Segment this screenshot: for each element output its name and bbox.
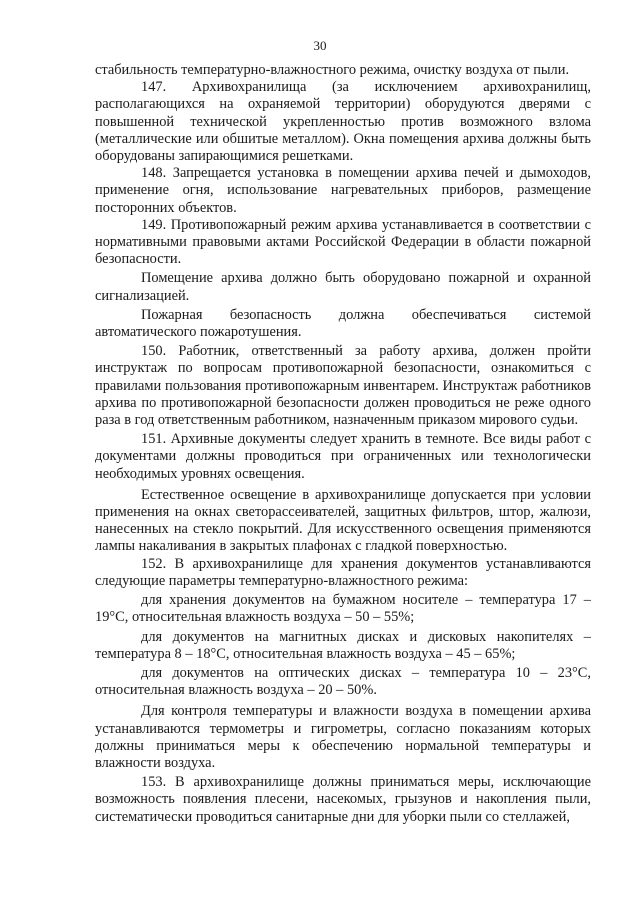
paragraph-monitoring: Для контроля температуры и влажности воздуха в помещении архива устанавливаются термометры и гигрометры, согласно показаниям которых должны приниматься меры к обеспечению нормальной температуры и влажности воздуха. bbox=[95, 703, 591, 771]
paragraph-150: 150. Работник, ответственный за работу архива, должен пройти инструктаж по вопросам противопожарной безопасности, ознакомиться с правилами пользования противопожарным инвентарем. Инструктаж работников архива по противопожарной безопасности должен проводиться не реже одного раза в год ответственным работником, назначенным приказом мирового судьи. bbox=[95, 343, 591, 429]
paragraph-149: 149. Противопожарный режим архива устанавливается в соответствии с нормативными правовыми актами Российской Федерации в области пожарной безопасности. bbox=[95, 216, 591, 268]
paragraph-optical-media: для документов на оптических дисках – температура 10 – 23°С, относительная влажность воздуха – 20 – 50%. bbox=[95, 664, 591, 699]
paragraph-continuation: стабильность температурно-влажностного режима, очистку воздуха от пыли. bbox=[95, 62, 570, 78]
paragraph-fire-suppression: Пожарная безопасность должна обеспечиваться системой автоматического пожаротушения. bbox=[95, 306, 591, 341]
paragraph-alarm: Помещение архива должно быть оборудовано пожарной и охранной сигнализацией. bbox=[95, 270, 591, 304]
document-body bbox=[95, 62, 591, 826]
paragraph-lighting: Естественное освещение в архивохранилище допускается при условии применения на окнах светорассеивателей, защитных фильтров, штор, жалюзи, нанесенных на стекло покрытий. Для искусственного освещения применяются лампы накаливания в закрытых плафонах с гладкой поверхностью. bbox=[95, 486, 591, 555]
paragraph-148: 148. Запрещается установка в помещении архива печей и дымоходов, применение огня, использование нагревательных приборов, размещение посторонних объектов. bbox=[95, 165, 591, 216]
paragraph-147: 147. Архивохранилища (за исключением архивохранилищ, располагающихся на охраняемой территории) оборудуются дверями с повышенной технической укрепленностью против возможного взлома (металлические или обшитые металлом). Окна помещения архива должны быть оборудованы запирающимися решетками. bbox=[95, 79, 591, 165]
paragraph-152: 152. В архивохранилище для хранения документов устанавливаются следующие параметры температурно-влажностного режима: bbox=[95, 555, 591, 589]
page-number: 30 bbox=[313, 38, 327, 53]
paragraph-paper-media: для хранения документов на бумажном носителе – температура 17 – 19°С, относительная влажность воздуха – 50 – 55%; bbox=[95, 592, 591, 626]
paragraph-magnetic-media: для документов на магнитных дисках и дисковых накопителях – температура 8 – 18°С, относительная влажность воздуха – 45 – 65%; bbox=[95, 628, 591, 662]
paragraph-153: 153. В архивохранилище должны приниматься меры, исключающие возможность появления плесени, насекомых, грызунов и накопления пыли, систематически проводиться санитарные дни для уборки пыли со стеллажей, bbox=[95, 774, 591, 825]
paragraph-151: 151. Архивные документы следует хранить в темноте. Все виды работ с документами должны проводиться при ограниченных или технологически необходимых уровнях освещения. bbox=[95, 431, 591, 482]
